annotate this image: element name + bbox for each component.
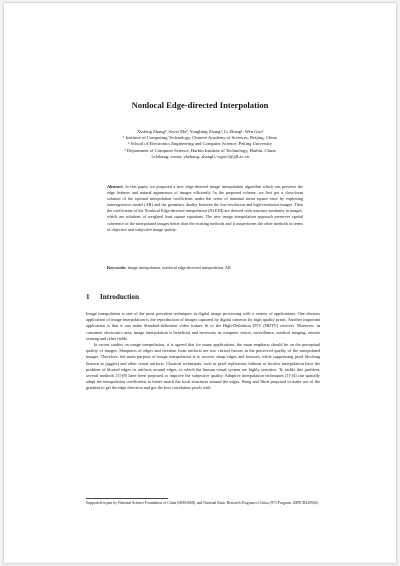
author-name-ward: Ward (260, 379, 270, 385)
intro-paragraph-1: Image interpolation is one of the most prevalent techniques in digital image processing with a variety of applications. One obvious application of image interpolation is the reproduction of images captured by digital cameras for high quality prints. Another important application is that it can make Standard-definition video frames fit to the High-Definition DTV (HDTV) receiver. Moreover, in consumer electronics area, image interpolation is beneficial and necessary in computer vision, surveillance, medical imaging, remote sensing and other fields. (86, 311, 320, 341)
affiliation-3: ³ Department of Computer Science, Harbin Institute of Technology, Harbin, China (124, 147, 276, 153)
abstract-text: In this paper, we proposed a new edge-directed image interpolation algorithm which can preserve the edge features and natural appearance of images efficiently. In the proposed scheme, we first get a close-form solution of the optimal interpolation coefficients under the sense of minimal mean square error by exploiting autoregressive model (AR) and the geometric duality between the low-resolution and high-resolution images. Then the coefficients of the Nonlocal Edge-directed interpolation (NLEDI) are derived with structure similarity in images, which are solutions of weighted least square equations. The new image interpolation approach preserves spatial coherence of the interpolated images better than the existing methods and it outperforms the other methods in terms of objective and subjective image quality. (107, 184, 303, 232)
paper-title: Nonlocal Edge-directed Interpolation (131, 100, 269, 110)
intro-paragraph-2-text-a: In recent studies on image interpolation, it is agreed that for many applications, the main emphasis should be on the perceptual quality of images. Sharpness of edges and freedom from artifacts are two critical factors in the perceived quality of the interpolated images. Therefore, the main purpose of image interpolation is to recover sharp edges and textures, while suppressing pixel blocking (known as jaggies) and other visual artifacts. Classical techniques, such as pixel replication, bilinear or bicubic interpolation have the problem of blurred edges or artifacts around edges, to which the human visual system are highly sensitive. To tackle this problem, several methods [1]-[8] have been proposed to improve the subjective quality. Adaptive interpolation techniques [1]-[4] can spatially adapt the interpolation coefficients to better match the local structures around the edges. (86, 342, 320, 385)
keywords-label: Keywords: (107, 265, 127, 270)
intro-paragraph-2-and: and (251, 379, 261, 385)
intro-paragraph-2 (86, 342, 320, 392)
abstract-label: Abstract. (107, 184, 124, 189)
author-names: Xinfeng Zhang¹, Siwei Ma², Yongbing Zhang³, Li Zhang¹, Wen Gao² (136, 129, 264, 134)
author-name-wang: Wang (241, 379, 252, 385)
section-number: 1 (86, 293, 90, 301)
keywords-text: image interpolation, nonlocal edge-directed interpolation, AR (126, 265, 231, 270)
author-block (4, 129, 396, 160)
footnote: Supported in part by National Science Foundation of China (60803068), and National Basic Research Program of China (973 Program, 2009CB320904). (86, 501, 319, 505)
section-title: Introduction (100, 293, 140, 301)
keywords (107, 265, 303, 271)
intro-body (86, 311, 320, 392)
author-emails: {xfzhang, swma, ybzhang, zhangli, wgao}@jdl.ac.cn (151, 153, 249, 159)
affiliation-1: ¹ Institute of Computing Technology, Chinese Academy of Sciences, Beijing, China (123, 135, 277, 141)
abstract (107, 184, 303, 233)
footnote-divider (86, 498, 168, 499)
affiliation-2: ² School of Electronics Engineering and Computer Science, Peking University (127, 141, 272, 147)
intro-paragraph-2-text-b: proposed to make use of the gradient to get the edge direction and got the best correlation pixels with (86, 379, 321, 391)
section-heading (86, 293, 139, 301)
paper-page (4, 3, 396, 563)
